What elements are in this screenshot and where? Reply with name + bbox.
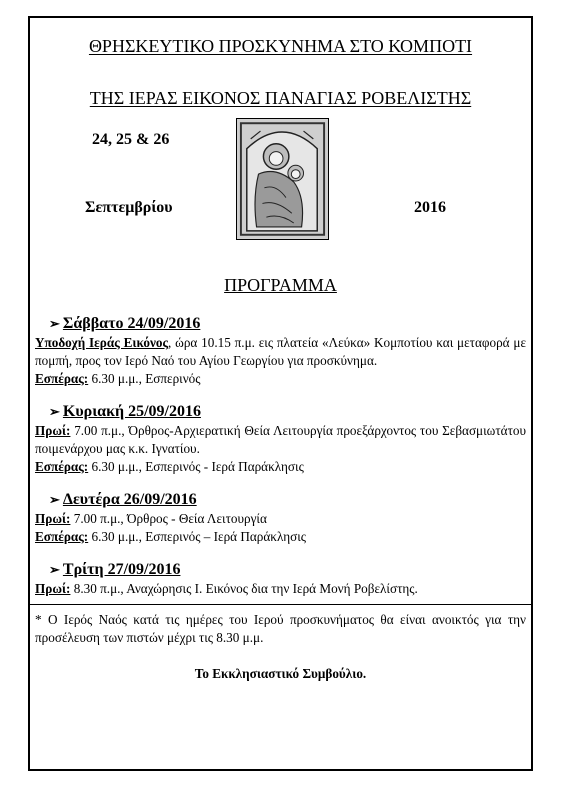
- schedule-label: Εσπέρας:: [35, 371, 89, 386]
- day-heading-text: Σάββατο 24/09/2016: [62, 315, 201, 332]
- schedule-line: [35, 528, 526, 546]
- schedule-text: , ώρα 10.15 π.μ. εις πλατεία «Λεύκα» Κομποτίου και μεταφορά με πομπή, προς τον Ιερό Ναό του Αγίου Γεωργίου για προσκύνημα.: [35, 335, 526, 368]
- footnote: * Ο Ιερός Ναός κατά τις ημέρες του Ιερού προσκυνήματος θα είναι ανοικτός για την προσέλευση των πιστών μέχρι τις 8.30 μ.μ.: [35, 612, 526, 645]
- schedule-text: 7.00 π.μ., Όρθρος - Θεία Λειτουργία: [70, 511, 267, 526]
- schedule-text: 6.30 μ.μ., Εσπερινός - Ιερά Παράκλησις: [88, 459, 304, 474]
- schedule-text: 6.30 μ.μ., Εσπερινός – Ιερά Παράκλησις: [88, 529, 306, 544]
- event-dates: 24, 25 & 26: [92, 131, 170, 148]
- virgin-mary-icon-image: [236, 118, 329, 240]
- poster-frame: [28, 16, 533, 771]
- day-heading-text: Δευτέρα 26/09/2016: [62, 491, 197, 508]
- day-heading: [49, 402, 526, 422]
- day-heading: [49, 314, 526, 334]
- schedule-line: [35, 510, 526, 528]
- schedule-line: [35, 458, 526, 476]
- schedule-label: Υποδοχή Ιεράς Εικόνος: [35, 335, 169, 350]
- schedule-label: Εσπέρας:: [35, 529, 89, 544]
- schedule-label: Πρωί:: [35, 581, 71, 596]
- program-title: ΠΡΟΓΡΑΜΜΑ: [224, 275, 337, 295]
- day-heading-text: Τρίτη 27/09/2016: [62, 561, 181, 578]
- schedule-label: Εσπέρας:: [35, 459, 89, 474]
- schedule-line: [35, 422, 526, 458]
- schedule-label: Πρωί:: [35, 423, 71, 438]
- schedule-text: 6.30 μ.μ., Εσπερινός: [88, 371, 201, 386]
- title-line-2: ΤΗΣ ΙΕΡΑΣ ΕΙΚΟΝΟΣ ΠΑΝΑΓΙΑΣ ΡΟΒΕΛΙΣΤΗΣ: [89, 88, 472, 108]
- day-sunday: [35, 402, 526, 476]
- day-heading: [49, 490, 526, 510]
- day-heading-text: Κυριακή 25/09/2016: [62, 403, 201, 420]
- day-tuesday: [35, 560, 526, 598]
- event-month: Σεπτεμβρίου: [85, 199, 173, 216]
- arrow-bullet-icon: ➢: [49, 492, 60, 507]
- day-saturday: [35, 314, 526, 388]
- arrow-bullet-icon: ➢: [49, 404, 60, 419]
- schedule-line: [35, 334, 526, 370]
- schedule-line: [35, 370, 526, 388]
- arrow-bullet-icon: ➢: [49, 316, 60, 331]
- signature: Το Εκκλησιαστικό Συμβούλιο.: [194, 666, 367, 681]
- event-year: 2016: [414, 199, 446, 216]
- day-heading: [49, 560, 526, 580]
- schedule-label: Πρωί:: [35, 511, 71, 526]
- day-monday: [35, 490, 526, 546]
- separator-line: [30, 604, 531, 605]
- schedule-line: [35, 580, 526, 598]
- program-content: [35, 314, 526, 683]
- schedule-text: 7.00 π.μ., Όρθρος-Αρχιερατική Θεία Λειτουργία προεξάρχοντος του Σεβασμιωτάτου ποιμενάρχου μας κ.κ. Ιγνατίου.: [35, 423, 526, 456]
- schedule-text: 8.30 π.μ., Αναχώρησις Ι. Εικόνος δια την Ιερά Μονή Ροβελίστης.: [70, 581, 418, 596]
- arrow-bullet-icon: ➢: [49, 562, 60, 577]
- title-line-1: ΘΡΗΣΚΕΥΤΙΚΟ ΠΡΟΣΚΥΝΗΜΑ ΣΤΟ ΚΟΜΠΟΤΙ: [88, 36, 473, 56]
